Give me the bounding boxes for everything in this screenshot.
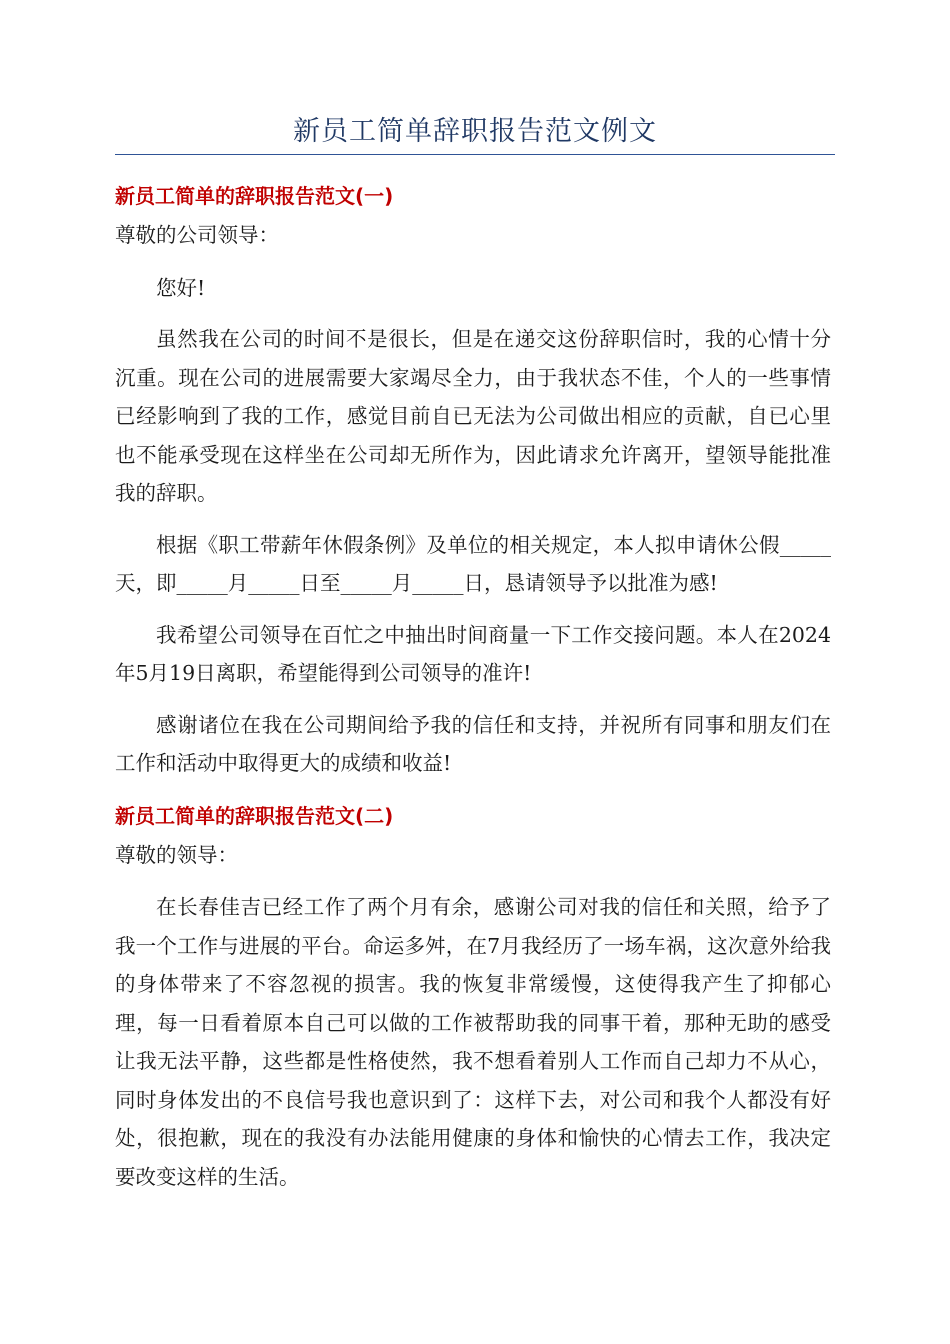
document-title: 新员工简单辞职报告范文例文: [293, 116, 657, 147]
document-body: [115, 172, 831, 1209]
paragraph: 感谢诸位在我在公司期间给予我的信任和支持，并祝所有同事和朋友们在工作和活动中取得更大的成绩和收益!: [115, 712, 831, 775]
paragraph: 我希望公司领导在百忙之中抽出时间商量一下工作交接问题。本人在2024年5月19日离职，希望能得到公司领导的准许!: [115, 622, 831, 685]
section-1: [115, 176, 831, 783]
section-heading: 新员工简单的辞职报告范文(一): [115, 184, 394, 208]
title-underline: [115, 154, 835, 155]
section-2: [115, 796, 831, 1197]
salutation: 尊敬的领导：: [115, 842, 238, 867]
salutation: 尊敬的公司领导：: [115, 223, 279, 247]
paragraph: 在长春佳吉已经工作了两个月有余，感谢公司对我的信任和关照，给予了我一个工作与进展的平台。命运多舛，在7月我经历了一场车祸，这次意外给我的身体带来了不容忽视的损害。我的恢复非常缓慢，这使得我产生了抑郁心理，每一日看着原本自己可以做的工作被帮助我的同事干着，那种无助的感受让我无法平静，这些都是性格使然，我不想看着别人工作而自己却力不从心，同时身体发出的不良信号我也意识到了：这样下去，对公司和我个人都没有好处，很抱歉，现在的我没有办法能用健康的身体和愉快的心情去工作，我决定要改变这样的生活。: [115, 895, 831, 1189]
paragraph: 根据《职工带薪年休假条例》及单位的相关规定，本人拟申请休公假_____天，即_____月_____日至_____月_____日，恳请领导予以批准为感!: [115, 532, 831, 595]
paragraph-greeting: 您好!: [156, 275, 206, 300]
paragraph: 虽然我在公司的时间不是很长，但是在递交这份辞职信时，我的心情十分沉重。现在公司的进展需要大家竭尽全力，由于我状态不佳，个人的一些事情已经影响到了我的工作，感觉目前自已无法为公司做出相应的贡献，自已心里也不能承受现在这样坐在公司却无所作为，因此请求允许离开，望领导能批准我的辞职。: [115, 327, 831, 505]
section-heading: 新员工简单的辞职报告范文(二): [115, 803, 394, 828]
